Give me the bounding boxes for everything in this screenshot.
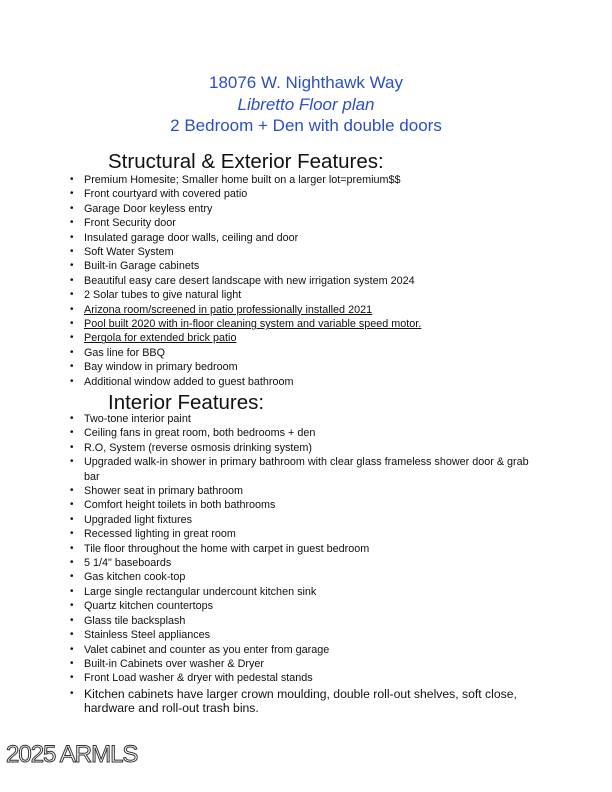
list-item: • Recessed lighting in great room: [0, 527, 612, 541]
interior-features-heading: Interior Features:: [108, 391, 265, 414]
list-item: • Built-in Cabinets over washer & Dryer: [0, 657, 612, 671]
list-item: • Quartz kitchen countertops: [0, 599, 612, 613]
structural-features-list: [0, 173, 612, 389]
list-item: • Gas kitchen cook-top: [0, 570, 612, 584]
list-item: • Glass tile backsplash: [0, 614, 612, 628]
armls-watermark: 2025 ARMLS: [6, 741, 138, 768]
list-item: • Shower seat in primary bathroom: [0, 484, 612, 498]
list-item: • Garage Door keyless entry: [0, 202, 612, 216]
list-item: • Pool built 2020 with in-floor cleaning system and variable speed motor.: [0, 317, 612, 331]
list-item: • Tile floor throughout the home with carpet in guest bedroom: [0, 542, 612, 556]
list-item: • Comfort height toilets in both bathrooms: [0, 498, 612, 512]
list-item: • Gas line for BBQ: [0, 346, 612, 360]
list-item: • Stainless Steel appliances: [0, 628, 612, 642]
list-item: • Front Security door: [0, 216, 612, 230]
list-item: • Beautiful easy care desert landscape with new irrigation system 2024: [0, 274, 612, 288]
list-item: • Insulated garage door walls, ceiling and door: [0, 231, 612, 245]
listing-header: [0, 72, 612, 137]
list-item: • Front Load washer & dryer with pedestal stands: [0, 671, 612, 685]
list-item: • Premium Homesite; Smaller home built on a larger lot=premium$$: [0, 173, 612, 187]
structural-features-heading: Structural & Exterior Features:: [108, 150, 384, 173]
list-item: • Front courtyard with covered patio: [0, 187, 612, 201]
address-title: 18076 W. Nighthawk Way: [208, 73, 403, 92]
list-item: • Arizona room/screened in patio professionally installed 2021: [0, 303, 612, 317]
list-item: • Large single rectangular undercount kitchen sink: [0, 585, 612, 599]
floor-plan-title: Libretto Floor plan: [237, 94, 375, 114]
list-item: • Two-tone interior paint: [0, 412, 612, 426]
list-item: • Additional window added to guest bathroom: [0, 375, 612, 389]
list-item: • 5 1/4" baseboards: [0, 556, 612, 570]
list-item: • Pergola for extended brick patio: [0, 331, 612, 345]
list-item: • 2 Solar tubes to give natural light: [0, 288, 612, 302]
list-item: • Kitchen cabinets have larger crown moulding, double roll-out shelves, soft close, hardware and roll-out trash bins.: [0, 687, 612, 715]
list-item: • Bay window in primary bedroom: [0, 360, 612, 374]
bedroom-summary: 2 Bedroom + Den with double doors: [170, 116, 442, 135]
list-item: • Ceiling fans in great room, both bedrooms + den: [0, 426, 612, 440]
list-item: • R.O, System (reverse osmosis drinking system): [0, 441, 612, 455]
list-item: • Soft Water System: [0, 245, 612, 259]
list-item: • Valet cabinet and counter as you enter from garage: [0, 643, 612, 657]
list-item: • Upgraded light fixtures: [0, 513, 612, 527]
list-item: • Built-in Garage cabinets: [0, 259, 612, 273]
interior-features-list: [0, 412, 612, 715]
list-item: • Upgraded walk-in shower in primary bathroom with clear glass frameless shower door & grab bar: [0, 455, 612, 484]
